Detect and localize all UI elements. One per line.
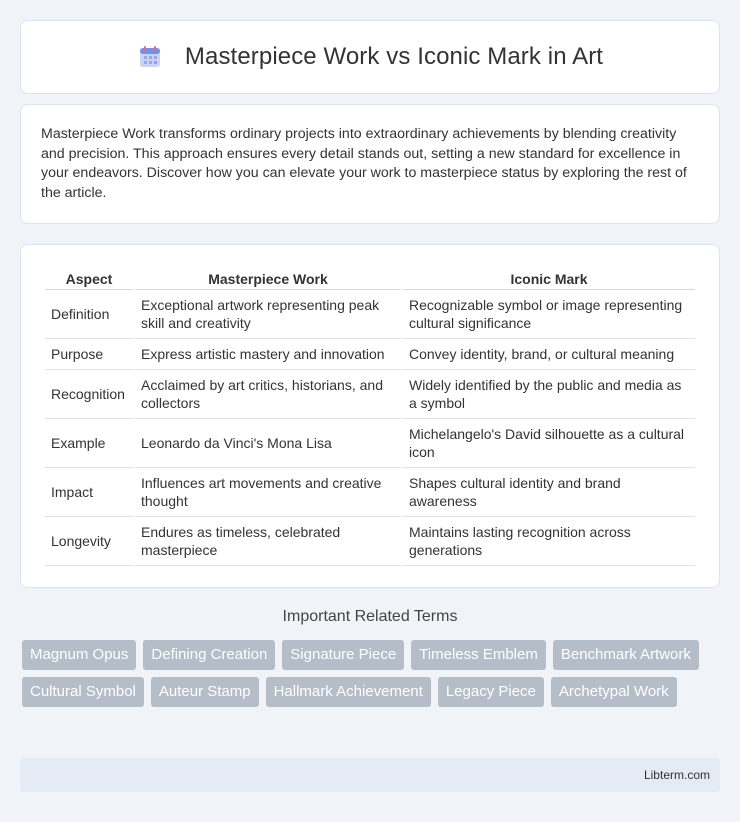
table-cell: Convey identity, brand, or cultural meaning	[403, 339, 695, 370]
table-cell: Michelangelo's David silhouette as a cultural icon	[403, 419, 695, 468]
tag-benchmark-artwork[interactable]: Benchmark Artwork	[553, 640, 699, 670]
table-cell: Recognition	[45, 370, 133, 419]
table-cell: Shapes cultural identity and brand awareness	[403, 468, 695, 517]
title-card	[20, 20, 720, 94]
table-row	[45, 517, 695, 566]
column-header-masterpiece: Masterpiece Work	[135, 265, 401, 290]
intro-card	[20, 104, 720, 224]
table-cell: Influences art movements and creative thought	[135, 468, 401, 517]
column-header-iconic: Iconic Mark	[403, 265, 695, 290]
table-row	[45, 468, 695, 517]
tag-defining-creation[interactable]: Defining Creation	[143, 640, 275, 670]
comparison-table	[43, 265, 697, 566]
table-cell: Example	[45, 419, 133, 468]
comparison-table-card	[20, 244, 720, 588]
intro-text: Masterpiece Work transforms ordinary projects into extraordinary achievements by blending creativity and precision. This approach ensures every detail stands out, setting a new standard for excellence in your endeavors. Discover how you can elevate your work to masterpiece status by exploring the rest of the article.	[41, 126, 687, 201]
related-terms-title: Important Related Terms	[282, 608, 458, 625]
tag-hallmark-achievement[interactable]: Hallmark Achievement	[266, 677, 431, 707]
table-row	[45, 370, 695, 419]
related-terms-tags	[22, 640, 722, 714]
tag-timeless-emblem[interactable]: Timeless Emblem	[411, 640, 546, 670]
table-cell: Longevity	[45, 517, 133, 566]
table-cell: Express artistic mastery and innovation	[135, 339, 401, 370]
footer	[20, 758, 720, 792]
table-cell: Acclaimed by art critics, historians, and collectors	[135, 370, 401, 419]
tag-legacy-piece[interactable]: Legacy Piece	[438, 677, 544, 707]
tag-magnum-opus[interactable]: Magnum Opus	[22, 640, 136, 670]
table-cell: Purpose	[45, 339, 133, 370]
table-row	[45, 419, 695, 468]
table-cell: Impact	[45, 468, 133, 517]
tag-archetypal-work[interactable]: Archetypal Work	[551, 677, 677, 707]
table-cell: Recognizable symbol or image representing cultural significance	[403, 290, 695, 339]
table-row	[45, 290, 695, 339]
table-header-row	[45, 265, 695, 290]
tag-auteur-stamp[interactable]: Auteur Stamp	[151, 677, 259, 707]
table-row	[45, 339, 695, 370]
calendar-icon	[137, 44, 163, 70]
table-cell: Widely identified by the public and media as a symbol	[403, 370, 695, 419]
column-header-aspect: Aspect	[45, 265, 133, 290]
table-cell: Exceptional artwork representing peak skill and creativity	[135, 290, 401, 339]
table-cell: Endures as timeless, celebrated masterpiece	[135, 517, 401, 566]
table-cell: Maintains lasting recognition across generations	[403, 517, 695, 566]
tag-cultural-symbol[interactable]: Cultural Symbol	[22, 677, 144, 707]
table-cell: Leonardo da Vinci's Mona Lisa	[135, 419, 401, 468]
tag-signature-piece[interactable]: Signature Piece	[282, 640, 404, 670]
footer-site-link[interactable]: Libterm.com	[643, 768, 710, 782]
table-cell: Definition	[45, 290, 133, 339]
page-title: Masterpiece Work vs Iconic Mark in Art	[184, 43, 604, 70]
